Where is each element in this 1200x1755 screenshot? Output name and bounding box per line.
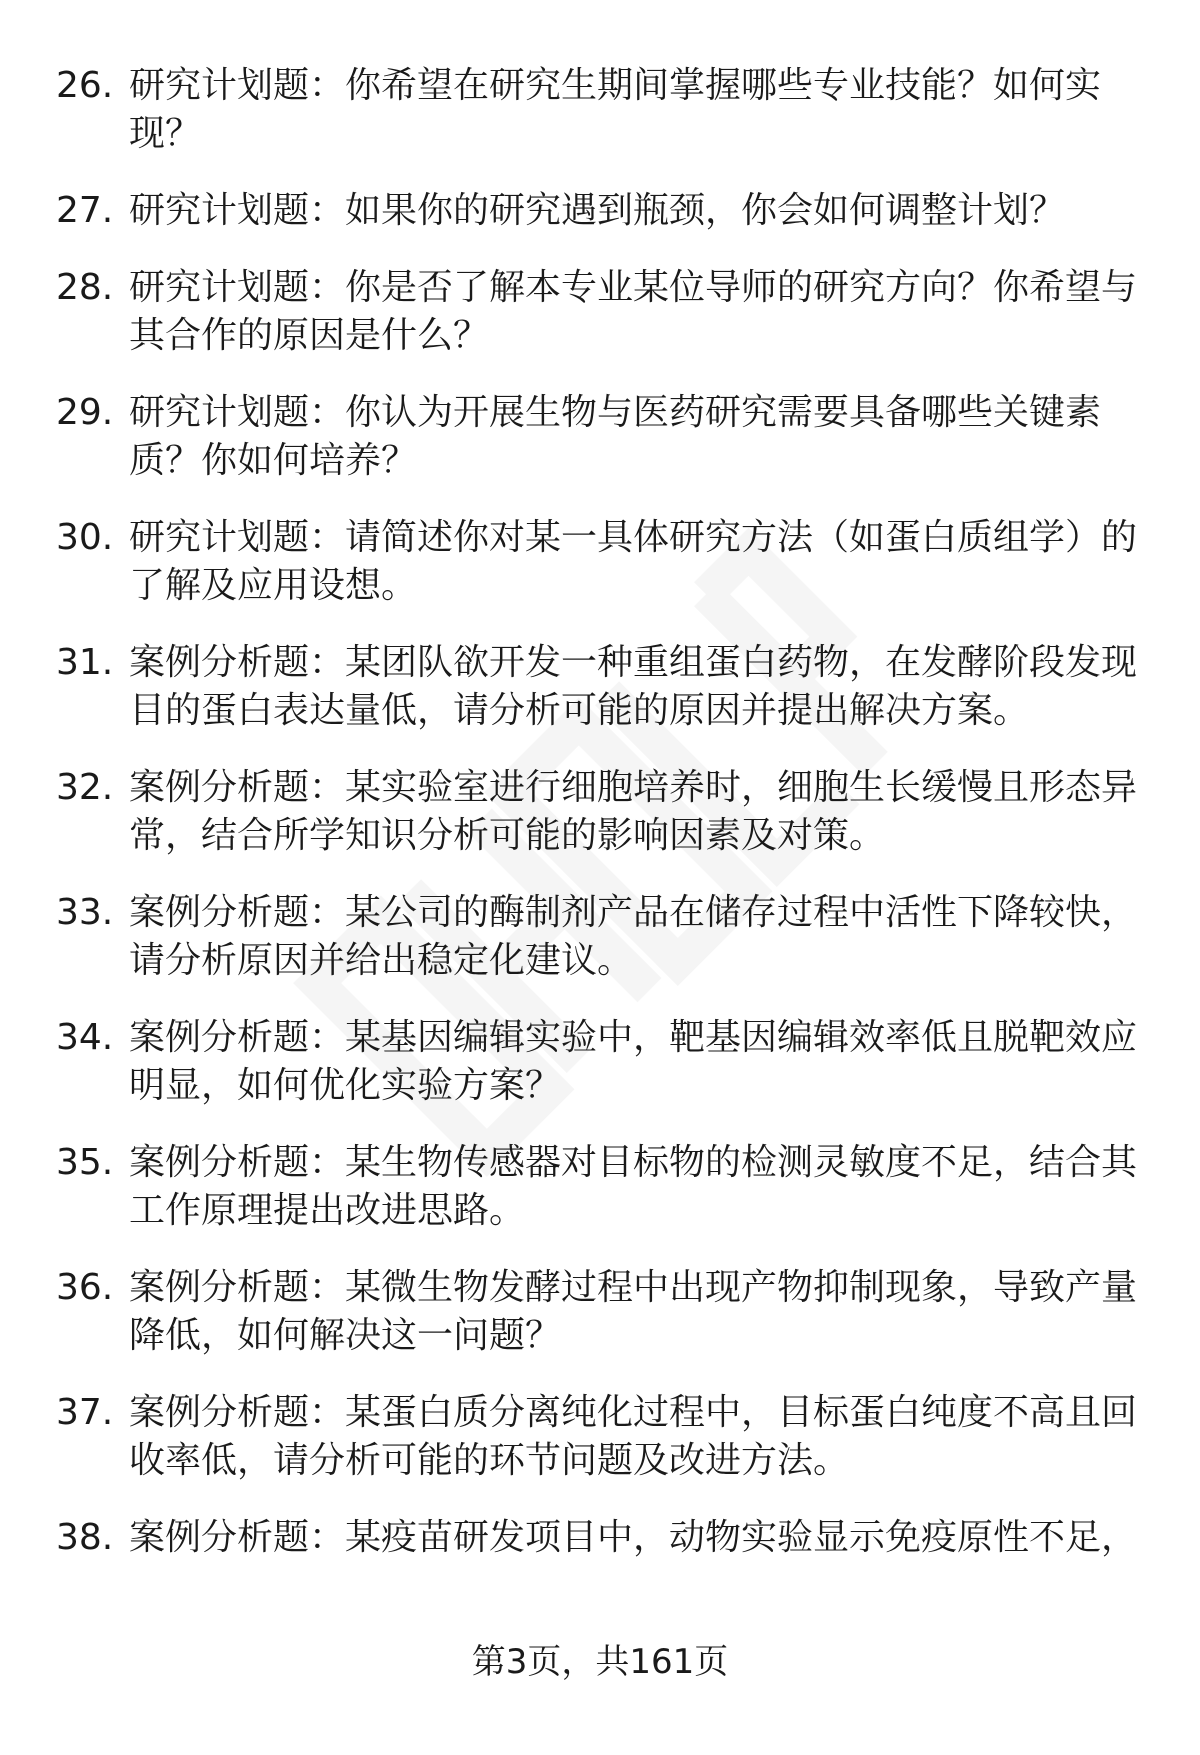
question-number: 32. <box>56 767 114 808</box>
question-item <box>56 1014 1146 1110</box>
question-text: 案例分析题：某公司的酶制剂产品在储存过程中活性下降较快，请分析原因并给出稳定化建议。 <box>129 892 1138 981</box>
page-footer <box>0 1640 1200 1684</box>
question-text: 研究计划题：你认为开展生物与医药研究需要具备哪些关键素质？你如何培养？ <box>129 392 1102 481</box>
question-item <box>56 1389 1146 1485</box>
question-text: 案例分析题：某团队欲开发一种重组蛋白药物，在发酵阶段发现目的蛋白表达量低，请分析可能的原因并提出解决方案。 <box>129 642 1138 731</box>
question-text: 研究计划题：你是否了解本专业某位导师的研究方向？你希望与其合作的原因是什么？ <box>129 267 1138 356</box>
question-number: 29. <box>56 392 114 433</box>
question-item <box>56 389 1146 485</box>
question-list <box>56 62 1146 1591</box>
question-number: 28. <box>56 267 114 308</box>
page-number-label: 第3页，共161页 <box>471 1642 729 1682</box>
question-text: 案例分析题：某蛋白质分离纯化过程中，目标蛋白纯度不高且回收率低，请分析可能的环节问题及改进方法。 <box>129 1392 1138 1481</box>
question-item <box>56 514 1146 610</box>
question-item <box>56 62 1146 158</box>
question-number: 31. <box>56 642 114 683</box>
question-item <box>56 264 1146 360</box>
question-number: 26. <box>56 65 114 106</box>
question-number: 38. <box>56 1517 114 1558</box>
question-text: 案例分析题：某实验室进行细胞培养时，细胞生长缓慢且形态异常，结合所学知识分析可能的影响因素及对策。 <box>129 767 1138 856</box>
question-item <box>56 187 1146 235</box>
question-item <box>56 1514 1146 1562</box>
question-number: 27. <box>56 190 114 231</box>
question-text: 研究计划题：如果你的研究遇到瓶颈，你会如何调整计划？ <box>129 190 1066 231</box>
question-text: 案例分析题：某生物传感器对目标物的检测灵敏度不足，结合其工作原理提出改进思路。 <box>129 1142 1138 1231</box>
question-number: 33. <box>56 892 114 933</box>
question-text: 案例分析题：某疫苗研发项目中，动物实验显示免疫原性不足， <box>129 1517 1138 1558</box>
question-item <box>56 1139 1146 1235</box>
question-text: 研究计划题：你希望在研究生期间掌握哪些专业技能？如何实现？ <box>129 65 1102 154</box>
question-number: 30. <box>56 517 114 558</box>
question-text: 案例分析题：某基因编辑实验中，靶基因编辑效率低且脱靶效应明显，如何优化实验方案？ <box>129 1017 1138 1106</box>
question-item <box>56 1264 1146 1360</box>
question-number: 35. <box>56 1142 114 1183</box>
question-number: 36. <box>56 1267 114 1308</box>
question-item <box>56 764 1146 860</box>
question-item <box>56 639 1146 735</box>
question-text: 案例分析题：某微生物发酵过程中出现产物抑制现象，导致产量降低，如何解决这一问题？ <box>129 1267 1138 1356</box>
question-number: 37. <box>56 1392 114 1433</box>
question-text: 研究计划题：请简述你对某一具体研究方法（如蛋白质组学）的了解及应用设想。 <box>129 517 1138 606</box>
question-number: 34. <box>56 1017 114 1058</box>
question-item <box>56 889 1146 985</box>
